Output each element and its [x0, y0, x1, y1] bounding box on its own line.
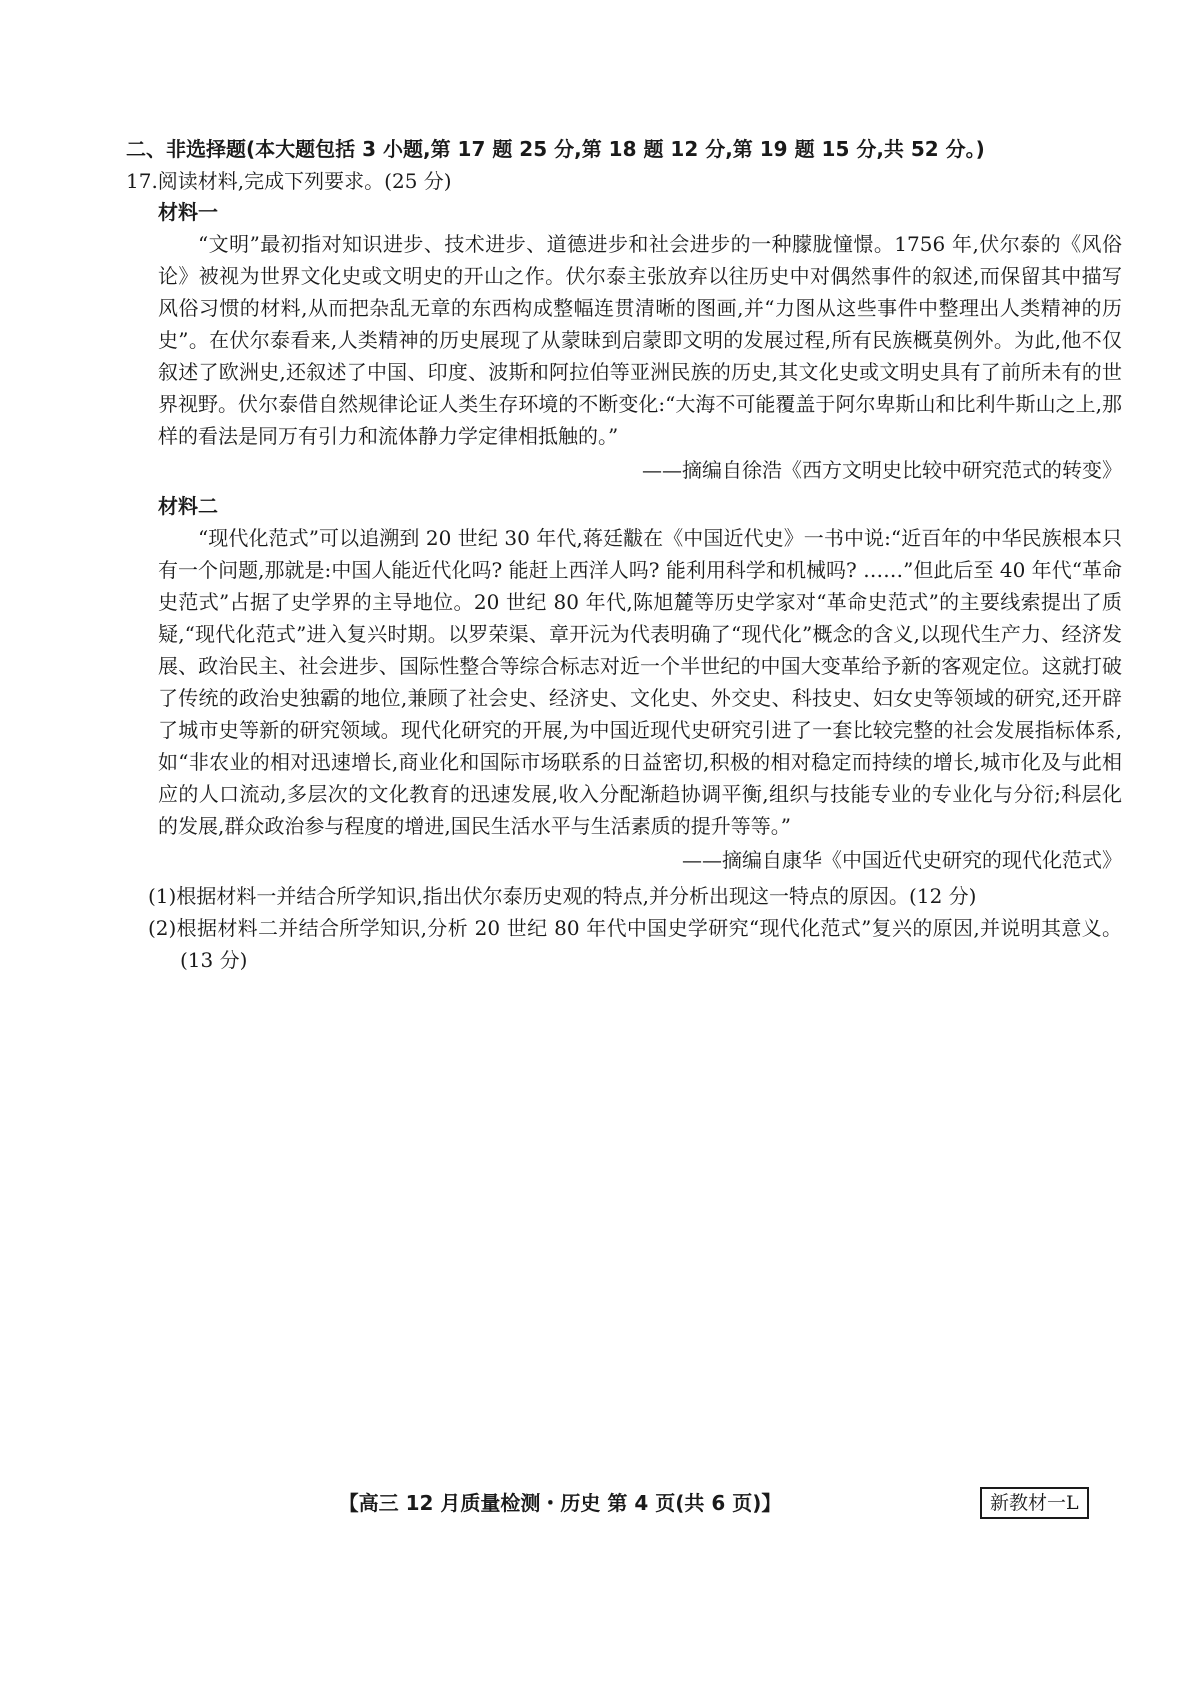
section-heading: 二、非选择题(本大题包括 3 小题,第 17 题 25 分,第 18 题 12 分,第 19 题 15 分,共 52 分。)	[126, 137, 985, 161]
material-1-title: 材料一	[158, 200, 218, 224]
material-1-source: ——摘编自徐浩《西方文明史比较中研究范式的转变》	[642, 458, 1122, 482]
question-17-stem: 17.阅读材料,完成下列要求。(25 分)	[126, 169, 452, 193]
material-2-title: 材料二	[158, 494, 218, 518]
page-content	[126, 134, 1122, 976]
material-1-text: “文明”最初指对知识进步、技术进步、道德进步和社会进步的一种朦胧憧憬。1756 年,伏尔泰的《风俗论》被视为世界文化史或文明史的开山之作。伏尔泰主张放弃以往历史中对偶然事件的叙述,而保留其中描写风俗习惯的材料,从而把杂乱无章的东西构成整幅连贯清晰的图画,并“力图从这些事件中整理出人类精神的历史”。在伏尔泰看来,人类精神的历史展现了从蒙昧到启蒙即文明的发展过程,所有民族概莫例外。为此,他不仅叙述了欧洲史,还叙述了中国、印度、波斯和阿拉伯等亚洲民族的历史,其文化史或文明史具有了前所未有的世界视野。伏尔泰借自然规律论证人类生存环境的不断变化:“大海不可能覆盖于阿尔卑斯山和比利牛斯山之上,那样的看法是同万有引力和流体静力学定律相抵触的。”	[158, 232, 1122, 448]
page-footer	[0, 1483, 1200, 1523]
edition-badge: 新教材一L	[980, 1487, 1089, 1519]
sub-question-1: (1)根据材料一并结合所学知识,指出伏尔泰历史观的特点,并分析出现这一特点的原因。(12 分)	[148, 884, 977, 908]
material-2-text: “现代化范式”可以追溯到 20 世纪 30 年代,蒋廷黻在《中国近代史》一书中说:“近百年的中华民族根本只有一个问题,那就是:中国人能近代化吗? 能赶上西洋人吗? 能利用科学和机械吗? ……”但此后至 40 年代“革命史范式”占据了史学界的主导地位。20 世纪 80 年代,陈旭麓等历史学家对“革命史范式”的主要线索提出了质疑,“现代化范式”进入复兴时期。以罗荣渠、章开沅为代表明确了“现代化”概念的含义,以现代生产力、经济发展、政治民主、社会进步、国际性整合等综合标志对近一个半世纪的中国大变革给予新的客观定位。这就打破了传统的政治史独霸的地位,兼顾了社会史、经济史、文化史、外交史、科技史、妇女史等领域的研究,还开辟了城市史等新的研究领域。现代化研究的开展,为中国近现代史研究引进了一套比较完整的社会发展指标体系,如“非农业的相对迅速增长,商业化和国际市场联系的日益密切,积极的相对稳定而持续的增长,城市化及与此相应的人口流动,多层次的文化教育的迅速发展,收入分配渐趋协调平衡,组织与技能专业的专业化与分衍;科层化的发展,群众政治参与程度的增进,国民生活水平与生活素质的提升等等。”	[158, 526, 1122, 838]
exam-info: 【高三 12 月质量检测・历史 第 4 页(共 6 页)】	[338, 1491, 782, 1515]
sub-question-2: (2)根据材料二并结合所学知识,分析 20 世纪 80 年代中国史学研究“现代化范式”复兴的原因,并说明其意义。(13 分)	[148, 916, 1122, 972]
material-2-source: ——摘编自康华《中国近代史研究的现代化范式》	[682, 848, 1122, 872]
